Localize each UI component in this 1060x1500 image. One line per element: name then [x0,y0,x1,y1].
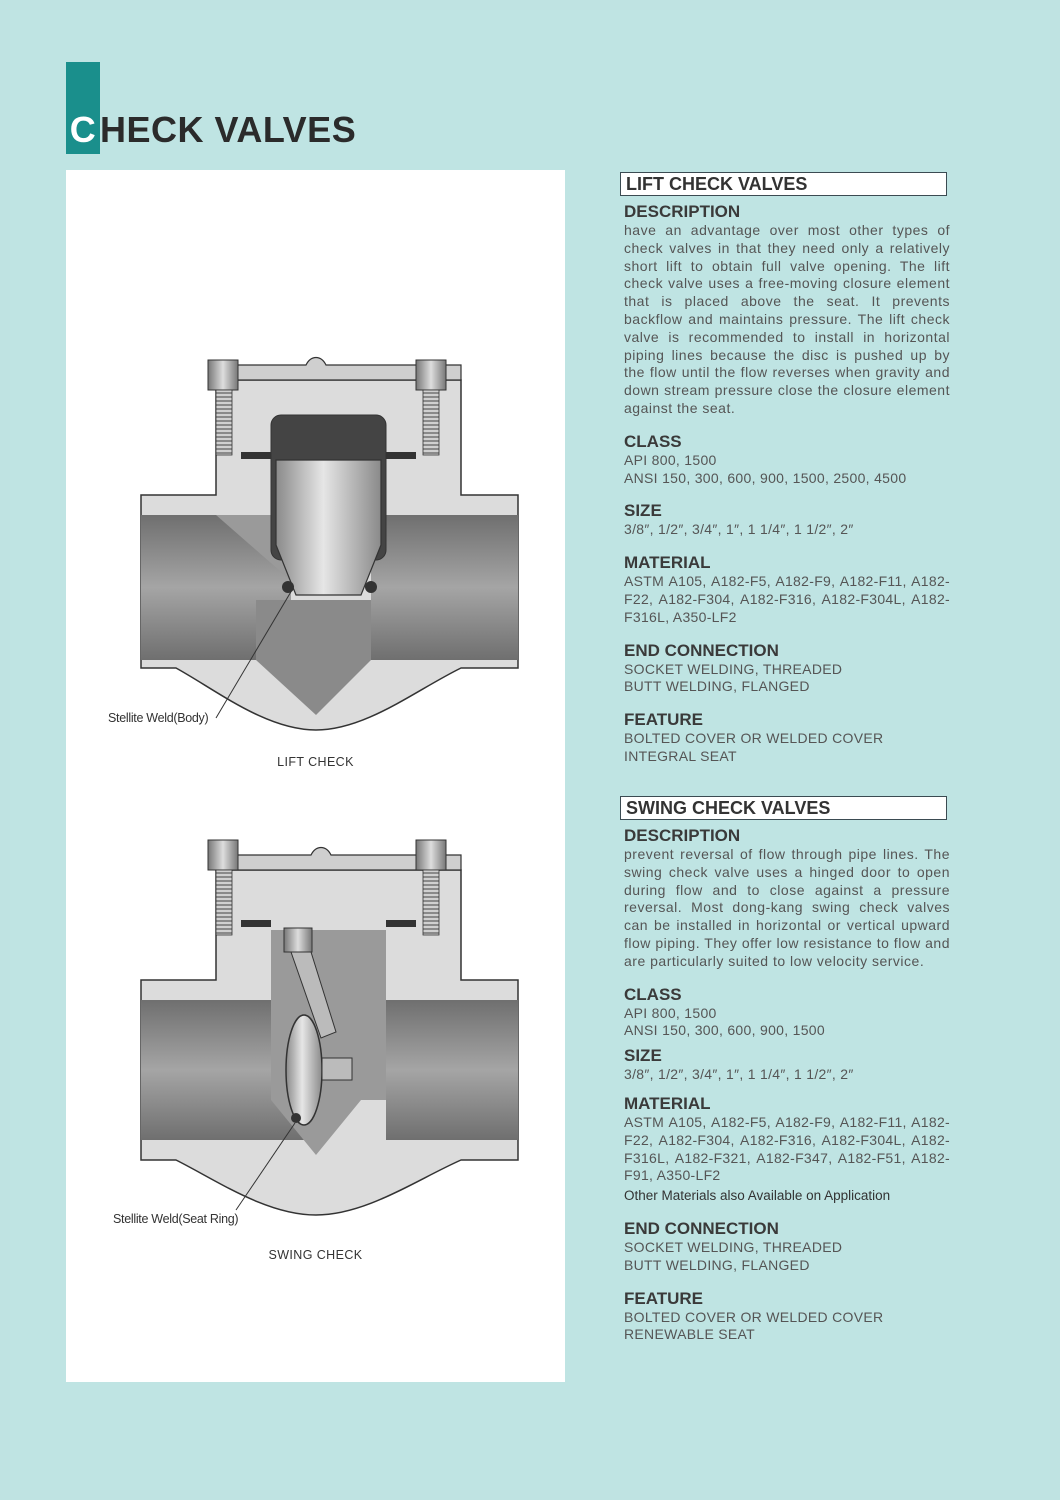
lift-end-connection-heading: END CONNECTION [624,640,779,660]
title-first-letter: C [69,109,97,150]
lift-size-heading: SIZE [624,501,662,521]
swing-material-heading: MATERIAL [624,1093,711,1113]
lift-material-heading: MATERIAL [624,553,711,573]
lift-description-heading: DESCRIPTION [624,202,741,221]
lift-class-line: ANSI 150, 300, 600, 900, 1500, 2500, 4500 [624,469,907,486]
figure-panel [66,170,565,1382]
swing-end-connection-line: BUTT WELDING, FLANGED [624,1256,810,1273]
swing-feature-line: BOLTED COVER OR WELDED COVER [624,1308,884,1325]
swing-check-section [620,796,950,1344]
swing-check-caption: SWING CHECK [268,1248,363,1262]
lift-feature-heading: FEATURE [624,710,704,730]
swing-description-text: prevent reversal of flow through pipe lines. The swing check valve uses a hinged door to open during flow and to close against a pressure reversal. Most dong-kang swing check valves can be installed in horizontal or vertical upward flow piping. They offer low resistance to flow and are particularly suited to low velocity service. [624,846,950,969]
swing-size-heading: SIZE [624,1046,662,1066]
swing-description-heading: DESCRIPTION [624,826,741,845]
lift-check-caption: LIFT CHECK [277,755,354,769]
swing-check-drawing [141,840,518,1215]
lift-check-section [620,172,950,766]
swing-class-line: API 800, 1500 [624,1004,717,1021]
swing-section-title: SWING CHECK VALVES [620,796,947,820]
swing-end-connection-heading: END CONNECTION [624,1218,779,1238]
valve-illustrations [66,170,565,1382]
swing-material-note: Other Materials also Available on Application [624,1188,891,1204]
lift-section-title: LIFT CHECK VALVES [620,172,947,196]
lift-class-heading: CLASS [624,431,682,451]
lift-stellite-weld-callout: Stellite Weld(Body) [108,711,209,725]
title-rest: HECK VALVES [100,109,357,150]
swing-end-connection-line: SOCKET WELDING, THREADED [624,1238,843,1255]
lift-description-text: have an advantage over most other types of check valves in that they need only a relatively short lift to obtain full valve opening. The lift check valve uses a free-moving closure element that is placed above the seat. It prevents backflow and maintains pressure. The lift check valve is recommended to install in horizontal piping lines because the disc is pushed up by the flow until the flow reverses when gravity and down stream pressure close the closure element against the seat. [624,222,950,416]
swing-class-heading: CLASS [624,984,682,1004]
lift-feature-line: INTEGRAL SEAT [624,747,737,764]
swing-class-line: ANSI 150, 300, 600, 900, 1500 [624,1022,825,1039]
swing-size-text: 3/8″, 1/2″, 3/4″, 1″, 1 1/4″, 1 1/2″, 2″ [624,1066,854,1083]
lift-end-connection-line: SOCKET WELDING, THREADED [624,660,843,677]
lift-feature-line: BOLTED COVER OR WELDED COVER [624,730,884,747]
swing-feature-line: RENEWABLE SEAT [624,1326,756,1343]
swing-material-text: ASTM A105, A182-F5, A182-F9, A182-F11, A182-F22, A182-F304, A182-F316, A182-F304L, A182-F316L, A182-F321, A182-F347, A182-F51, A182-F91, A350-LF2 [624,1113,950,1184]
swing-feature-heading: FEATURE [624,1288,704,1308]
lift-size-text: 3/8″, 1/2″, 3/4″, 1″, 1 1/4″, 1 1/2″, 2″ [624,521,854,538]
lift-class-line: API 800, 1500 [624,451,717,468]
lift-end-connection-line: BUTT WELDING, FLANGED [624,678,810,695]
lift-check-drawing [141,358,518,731]
swing-stellite-weld-callout: Stellite Weld(Seat Ring) [113,1212,239,1226]
lift-material-text: ASTM A105, A182-F5, A182-F9, A182-F11, A182-F22, A182-F304, A182-F316, A182-F304L, A182-F316L, A350-LF2 [624,573,950,625]
